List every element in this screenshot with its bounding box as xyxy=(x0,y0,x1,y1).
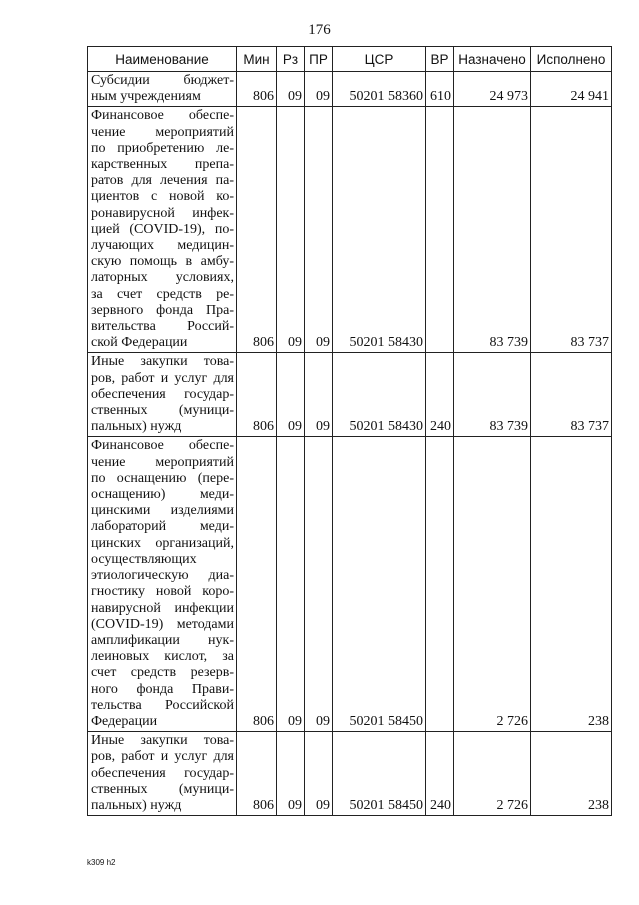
row-vr xyxy=(426,107,454,353)
row-name-line: вительства Россий- xyxy=(91,319,234,335)
row-executed: 83 737 xyxy=(531,353,612,437)
row-name-line: Субсидии бюджет- xyxy=(91,73,234,88)
row-name-line: по оснащению (пере- xyxy=(91,470,234,486)
row-min: 806 xyxy=(237,107,277,353)
row-name-line: ным учреждениям xyxy=(91,89,201,105)
row-name-line: ров, работ и услуг для xyxy=(91,749,234,765)
row-min: 806 xyxy=(237,732,277,816)
row-executed: 238 xyxy=(531,732,612,816)
row-name-line: цинскими изделиями xyxy=(91,503,234,519)
row-name-line: пальных) нужд xyxy=(91,797,182,813)
header-executed: Исполнено xyxy=(531,47,612,72)
row-name-line: пальных) нужд xyxy=(91,419,182,435)
row-name-line: цинских организаций, xyxy=(91,535,234,551)
row-name-line: тельства Российской xyxy=(91,697,234,713)
row-name-line: зервного фонда Пра- xyxy=(91,302,234,318)
row-assigned: 83 739 xyxy=(454,353,531,437)
row-name-line: Финансовое обеспе- xyxy=(91,438,234,454)
header-rz: Рз xyxy=(277,47,305,72)
row-csr: 50201 58450 xyxy=(333,732,426,816)
row-name-line: Иные закупки това- xyxy=(91,354,234,370)
table-row xyxy=(88,732,612,816)
row-name xyxy=(88,72,237,107)
row-name-line: ственных (муници- xyxy=(91,403,234,419)
row-name-line: счет средств резерв- xyxy=(91,665,234,681)
row-name-line: карственных препа- xyxy=(91,157,234,173)
row-name-line: обеспечения государ- xyxy=(91,386,234,402)
row-name-line: цией (COVID-19), по- xyxy=(91,221,234,237)
row-assigned: 83 739 xyxy=(454,107,531,353)
row-name-line: ской Федерации xyxy=(91,335,188,351)
row-name-line: (COVID-19) методами xyxy=(91,616,234,632)
row-vr: 610 xyxy=(426,72,454,107)
table-row xyxy=(88,72,612,107)
row-name-line: Федерации xyxy=(91,713,158,729)
table-row xyxy=(88,437,612,732)
row-name xyxy=(88,437,237,732)
row-name-line: циентов с новой ко- xyxy=(91,189,234,205)
row-name-line: навирусной инфекции xyxy=(91,600,234,616)
row-name-line: чение мероприятий xyxy=(91,124,234,140)
table-header-row xyxy=(88,47,612,72)
row-executed: 24 941 xyxy=(531,72,612,107)
row-min: 806 xyxy=(237,353,277,437)
row-vr: 240 xyxy=(426,732,454,816)
row-name-line: осуществляющих xyxy=(91,551,197,567)
row-name-line: Финансовое обеспе- xyxy=(91,108,234,124)
row-name-line: скую помощь в амбу- xyxy=(91,254,234,270)
row-name-line: ратов для лечения па- xyxy=(91,173,234,189)
row-pr: 09 xyxy=(305,353,333,437)
row-name-line: лабораторий меди- xyxy=(91,519,234,535)
row-csr: 50201 58430 xyxy=(333,353,426,437)
row-vr xyxy=(426,437,454,732)
header-vr: ВР xyxy=(426,47,454,72)
row-name xyxy=(88,107,237,353)
row-csr: 50201 58430 xyxy=(333,107,426,353)
row-name-line: ственных (муници- xyxy=(91,781,234,797)
row-name-line: обеспечения государ- xyxy=(91,765,234,781)
row-csr: 50201 58450 xyxy=(333,437,426,732)
row-name-line: этиологическую диа- xyxy=(91,568,234,584)
row-rz: 09 xyxy=(277,107,305,353)
row-pr: 09 xyxy=(305,72,333,107)
row-executed: 83 737 xyxy=(531,107,612,353)
table-body xyxy=(88,72,612,816)
header-pr: ПР xyxy=(305,47,333,72)
row-min: 806 xyxy=(237,72,277,107)
row-name-line: лучающих медицин- xyxy=(91,238,234,254)
row-name-line: амплификации нук- xyxy=(91,632,234,648)
row-rz: 09 xyxy=(277,353,305,437)
row-name-line: гностику новой коро- xyxy=(91,584,234,600)
row-rz: 09 xyxy=(277,437,305,732)
row-min: 806 xyxy=(237,437,277,732)
row-name-line: по приобретению ле- xyxy=(91,140,234,156)
footer-code: k309 h2 xyxy=(87,858,116,867)
row-name-line: чение мероприятий xyxy=(91,454,234,470)
header-min: Мин xyxy=(237,47,277,72)
page-number: 176 xyxy=(308,22,331,38)
table-row xyxy=(88,107,612,353)
row-assigned: 2 726 xyxy=(454,437,531,732)
row-name-line: леиновых кислот, за xyxy=(91,649,234,665)
row-name-line: ронавирусной инфек- xyxy=(91,205,234,221)
row-name-line: ров, работ и услуг для xyxy=(91,370,234,386)
row-name-line: оснащению) меди- xyxy=(91,487,234,503)
row-pr: 09 xyxy=(305,107,333,353)
row-name-line: латорных условиях, xyxy=(91,270,234,286)
row-pr: 09 xyxy=(305,437,333,732)
row-rz: 09 xyxy=(277,72,305,107)
header-name: Наименование xyxy=(88,47,237,72)
row-pr: 09 xyxy=(305,732,333,816)
row-assigned: 2 726 xyxy=(454,732,531,816)
budget-table xyxy=(87,46,612,816)
row-rz: 09 xyxy=(277,732,305,816)
row-name-line: Иные закупки това- xyxy=(91,733,234,749)
row-csr: 50201 58360 xyxy=(333,72,426,107)
row-name xyxy=(88,732,237,816)
row-name-line: ного фонда Прави- xyxy=(91,681,234,697)
table-row xyxy=(88,353,612,437)
row-assigned: 24 973 xyxy=(454,72,531,107)
header-assigned: Назначено xyxy=(454,47,531,72)
row-name-line: за счет средств ре- xyxy=(91,286,234,302)
header-csr: ЦСР xyxy=(333,47,426,72)
row-name xyxy=(88,353,237,437)
row-vr: 240 xyxy=(426,353,454,437)
row-executed: 238 xyxy=(531,437,612,732)
